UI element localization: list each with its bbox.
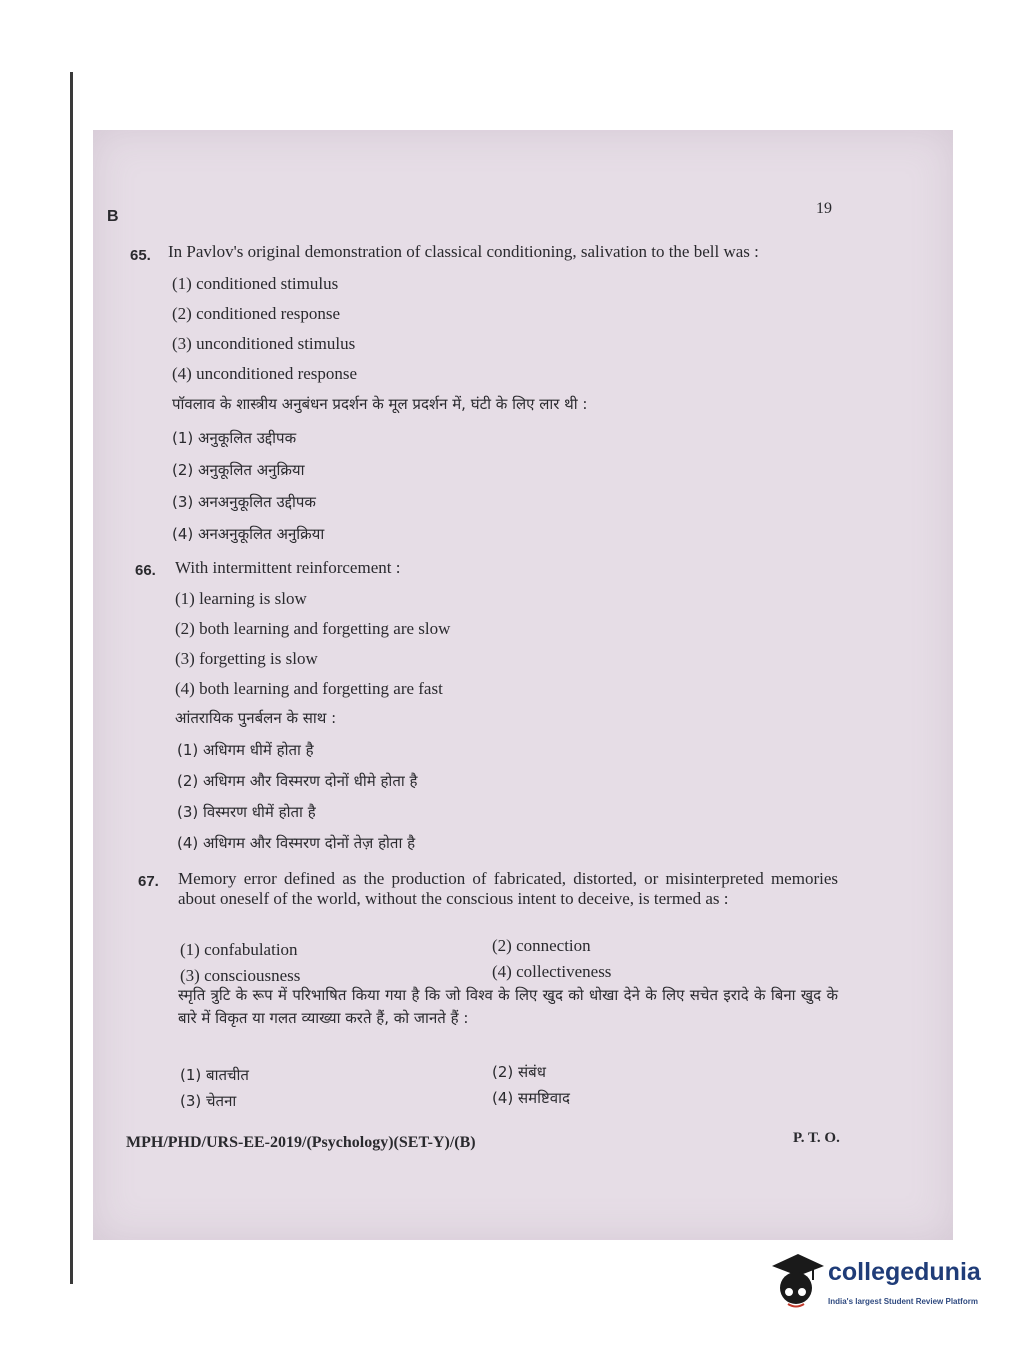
collegedunia-logo xyxy=(768,1252,998,1314)
page-number: 19 xyxy=(816,200,832,217)
question-text-en: In Pavlov's original demonstration of classical conditioning, salivation to the bell was : xyxy=(168,242,759,261)
option-en-2: (2) both learning and forgetting are slow xyxy=(175,619,451,638)
option-en-4: (4) both learning and forgetting are fast xyxy=(175,679,443,698)
option-en-3: (3) consciousness xyxy=(180,966,301,985)
option-hi-3: (3) अनअनुकूलित उद्दीपक xyxy=(172,493,316,511)
question-number: 67. xyxy=(138,873,159,890)
question-text-hi: पॉवलाव के शास्त्रीय अनुबंधन प्रदर्शन के मूल प्रदर्शन में, घंटी के लिए लार थी : xyxy=(172,395,588,413)
option-hi-3: (3) विस्मरण धीमें होता है xyxy=(177,803,316,821)
option-en-2: (2) conditioned response xyxy=(172,304,341,323)
option-hi-2: (2) संबंध xyxy=(492,1063,546,1081)
option-hi-2: (2) अनुकूलित अनुक्रिया xyxy=(172,461,305,479)
option-hi-2: (2) अधिगम और विस्मरण दोनों धीमे होता है xyxy=(177,772,418,790)
option-en-1: (1) learning is slow xyxy=(175,589,307,608)
question-number: 65. xyxy=(130,247,151,264)
option-en-4: (4) unconditioned response xyxy=(172,364,358,383)
option-en-1: (1) confabulation xyxy=(180,940,298,959)
left-margin-rule xyxy=(70,72,73,1284)
question-text-hi: आंतरायिक पुनर्बलन के साथ : xyxy=(175,709,337,727)
set-letter: B xyxy=(107,208,119,225)
option-en-4: (4) collectiveness xyxy=(492,962,612,981)
question-number: 66. xyxy=(135,562,156,579)
question-text-hi: स्मृति त्रुटि के रूप में परिभाषित किया गया है कि जो विश्व के लिए खुद को धोखा देने के लिए सचेत इरादे के बिना खुद के बारे में विकृत या गलत व्याख्या करते हैं, को जानते हैं : xyxy=(178,986,838,1027)
question-text-en: With intermittent reinforcement : xyxy=(175,558,401,577)
option-hi-1: (1) अधिगम धीमें होता है xyxy=(177,741,314,759)
option-en-3: (3) forgetting is slow xyxy=(175,649,318,668)
question-65 xyxy=(130,242,830,552)
option-en-2: (2) connection xyxy=(492,936,591,955)
question-67 xyxy=(138,866,843,1116)
option-en-1: (1) conditioned stimulus xyxy=(172,274,339,293)
option-hi-1: (1) बातचीत xyxy=(180,1066,249,1084)
please-turn-over: P. T. O. xyxy=(793,1130,840,1146)
option-en-3: (3) unconditioned stimulus xyxy=(172,334,356,353)
option-hi-4: (4) अधिगम और विस्मरण दोनों तेज़ होता है xyxy=(177,834,416,852)
paper-code: MPH/PHD/URS-EE-2019/(Psychology)(SET-Y)/(B) xyxy=(126,1134,476,1151)
mascot-icon xyxy=(768,1252,826,1314)
brand-tagline: India's largest Student Review Platform xyxy=(828,1297,978,1306)
brand-name: collegedunia xyxy=(828,1258,981,1286)
option-hi-4: (4) अनअनुकूलित अनुक्रिया xyxy=(172,525,325,543)
question-66 xyxy=(135,558,835,858)
option-hi-1: (1) अनुकूलित उद्दीपक xyxy=(172,429,297,447)
question-text-en: Memory error defined as the production of fabricated, distorted, or misinterpreted memories about oneself of the world, without the conscious intent to deceive, is termed as : xyxy=(178,869,838,908)
option-hi-3: (3) चेतना xyxy=(180,1092,237,1110)
option-hi-4: (4) समष्टिवाद xyxy=(492,1089,570,1107)
